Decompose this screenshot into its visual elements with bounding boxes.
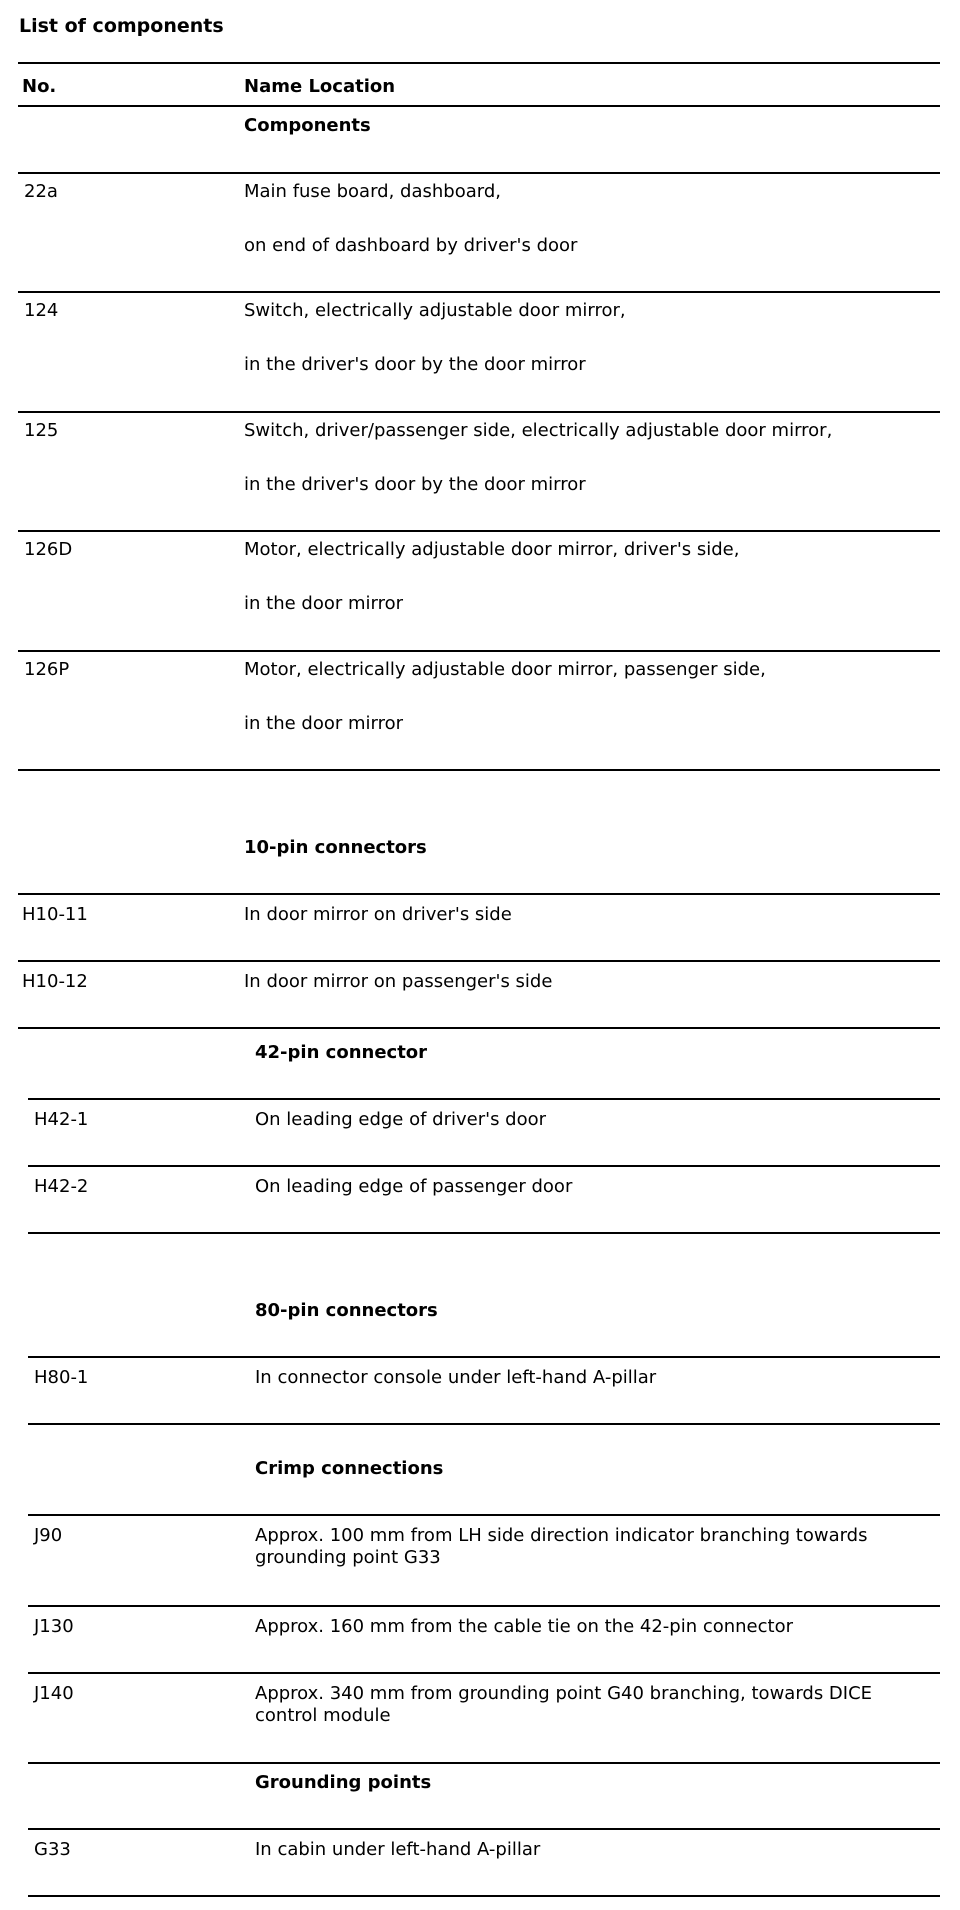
row-rule xyxy=(18,769,940,771)
row-no: G33 xyxy=(34,1839,71,1860)
row-rule xyxy=(28,1828,940,1830)
row-rule xyxy=(28,1165,940,1167)
row-rule xyxy=(28,1232,940,1234)
row-rule xyxy=(28,1672,940,1674)
row-rule xyxy=(18,172,940,174)
row-text: In cabin under left-hand A-pillar xyxy=(255,1839,541,1860)
row-location: in the driver's door by the door mirror xyxy=(244,474,586,495)
row-rule xyxy=(18,960,940,962)
row-rule xyxy=(28,1514,940,1516)
row-no: J130 xyxy=(34,1616,74,1637)
section-heading-components: Components xyxy=(244,115,371,136)
row-location: on end of dashboard by driver's door xyxy=(244,235,578,256)
header-name-location: Name Location xyxy=(244,76,396,97)
row-location: in the driver's door by the door mirror xyxy=(244,354,586,375)
row-rule xyxy=(28,1605,940,1607)
row-rule xyxy=(18,893,940,895)
row-name: Motor, electrically adjustable door mirror, driver's side, xyxy=(244,539,740,560)
row-no: 124 xyxy=(24,300,59,321)
row-rule xyxy=(28,1098,940,1100)
row-no: 125 xyxy=(24,420,59,441)
row-location: in the door mirror xyxy=(244,593,404,614)
row-rule xyxy=(28,1356,940,1358)
row-name: Motor, electrically adjustable door mirror, passenger side, xyxy=(244,659,766,680)
row-rule xyxy=(18,650,940,652)
row-rule xyxy=(28,1423,940,1425)
row-text: Approx. 340 mm from grounding point G40 branching, towards DICE control module xyxy=(255,1683,873,1726)
row-text: Approx. 160 mm from the cable tie on the 42-pin connector xyxy=(255,1616,793,1637)
row-text: In door mirror on passenger's side xyxy=(244,971,553,992)
row-no: H42-2 xyxy=(34,1176,89,1197)
section-heading-42-pin: 42-pin connector xyxy=(255,1042,428,1063)
row-no: 126D xyxy=(24,539,73,560)
row-name: Main fuse board, dashboard, xyxy=(244,181,501,202)
row-no: J90 xyxy=(34,1525,63,1546)
row-rule xyxy=(18,291,940,293)
row-text: In connector console under left-hand A-pillar xyxy=(255,1367,657,1388)
header-bottom-rule xyxy=(18,105,940,107)
row-text: Approx. 100 mm from LH side direction indicator branching towards grounding point G33 xyxy=(255,1525,868,1568)
table-top-rule xyxy=(18,62,940,64)
row-rule xyxy=(18,530,940,532)
row-no: H42-1 xyxy=(34,1109,89,1130)
row-name: Switch, electrically adjustable door mirror, xyxy=(244,300,626,321)
row-rule xyxy=(18,1027,940,1029)
row-location: in the door mirror xyxy=(244,713,404,734)
row-no: H10-12 xyxy=(22,971,88,992)
row-no: 126P xyxy=(24,659,70,680)
row-text: In door mirror on driver's side xyxy=(244,904,512,925)
table-bottom-rule xyxy=(28,1895,940,1897)
header-no: No. xyxy=(22,76,57,97)
section-heading-80-pin: 80-pin connectors xyxy=(255,1300,438,1321)
section-heading-10-pin: 10-pin connectors xyxy=(244,837,427,858)
page-title: List of components xyxy=(19,15,224,37)
row-no: 22a xyxy=(24,181,58,202)
row-no: H80-1 xyxy=(34,1367,89,1388)
section-heading-crimp: Crimp connections xyxy=(255,1458,444,1479)
row-text: On leading edge of passenger door xyxy=(255,1176,573,1197)
section-heading-grounding: Grounding points xyxy=(255,1772,432,1793)
row-rule xyxy=(18,411,940,413)
row-rule xyxy=(28,1762,940,1764)
row-text: On leading edge of driver's door xyxy=(255,1109,547,1130)
row-name: Switch, driver/passenger side, electrically adjustable door mirror, xyxy=(244,420,833,441)
row-no: J140 xyxy=(34,1683,74,1704)
row-no: H10-11 xyxy=(22,904,88,925)
